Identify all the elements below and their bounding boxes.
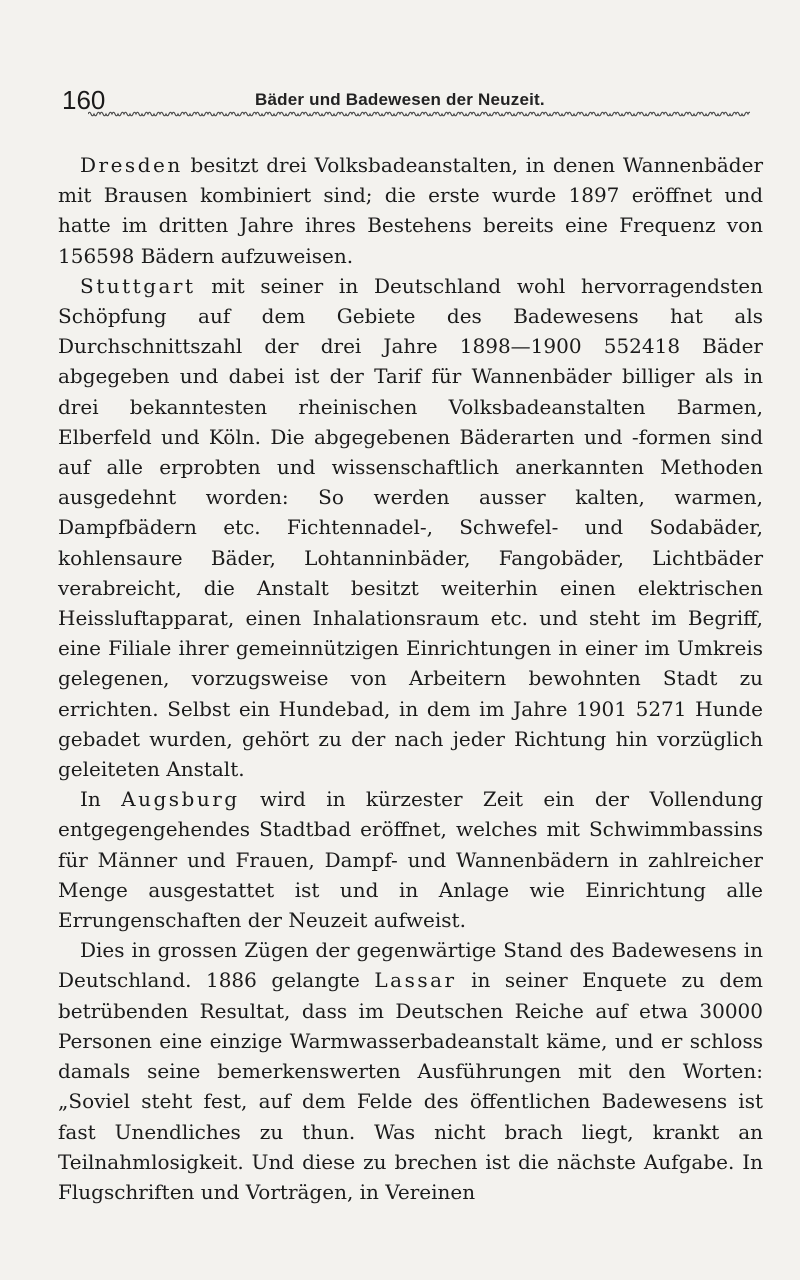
place-name-augsburg: Augsburg (121, 787, 240, 812)
paragraph-lead: In (80, 787, 122, 812)
person-name-lassar: Lassar (374, 968, 457, 993)
place-name-stuttgart: Stuttgart (80, 273, 196, 298)
paragraph-dresden (58, 150, 763, 271)
paragraph-augsburg (58, 784, 763, 935)
paragraph-text: wird in kürzester Zeit ein der Vollendung entgegengehendes Stadtbad eröffnet, welches mit Schwimmbassins für Männer und Frauen, Dampf- und Wannenbädern in zahlreicher Menge ausgestattet ist und in Anlage wie Einrichtung alle Errungenschaften der Neuzeit aufweist. (58, 787, 763, 933)
wavy-header-rule (88, 110, 750, 118)
running-head: Bäder und Badewesen der Neuzeit. (255, 90, 545, 109)
paragraph-text: in seiner Enquete zu dem betrübenden Resultat, dass im Deutschen Reiche auf etwa 30000 Personen eine einzige Warmwasserbadeanstalt käme, und er schloss damals seine bemerkenswerten Ausführungen mit den Worten: „Soviel steht fest, auf dem Felde des öffentlichen Badewesens ist fast Unendliches zu thun. Was nicht brach liegt, krankt an Teilnahmlosigkeit. Und diese zu brechen ist die nächste Aufgabe. In Flugschriften und Vorträgen, in Vereinen (58, 968, 764, 1204)
paragraph-text: besitzt drei Volksbadeanstalten, in denen Wannenbäder mit Brausen kombiniert sind; die erste wurde 1897 eröffnet und hatte im dritten Jahre ihres Bestehens bereits eine Frequenz von 156598 Bädern aufzuweisen. (58, 153, 763, 268)
body-text (58, 150, 763, 1207)
paragraph-text: Dies in grossen Zügen der gegenwärtige Stand des Badewesens in Deutschland. 1886 gelangte (58, 938, 763, 993)
paragraph-summary (58, 935, 763, 1207)
paragraph-stuttgart (58, 271, 763, 784)
place-name-dresden: Dresden (80, 153, 183, 177)
page-number: 160 (62, 85, 106, 115)
paragraph-text: mit seiner in Deutschland wohl hervorragendsten Schöpfung auf dem Gebiete des Badewesens hat als Durchschnittszahl der drei Jahre 1898—1900 552418 Bäder abgegeben und dabei ist der Tarif für Wannenbäder billiger als in drei bekanntesten rheinischen Volksbadeanstalten Barmen, Elberfeld und Köln. Die abgegebenen Bäderarten und -formen sind auf alle erprobten und wissenschaftlich anerkannten Methoden ausgedehnt worden: So werden ausser kalten, warmen, Dampfbädern etc. Fichtennadel-, Schwefel- und Sodabäder, kohlensaure Bäder, Lohtanninbäder, Fangobäder, Lichtbäder verabreicht, die Anstalt besitzt weiterhin einen elektrischen Heissluftapparat, einen Inhalationsraum etc. und steht im Begriff, eine Filiale ihrer gemeinnützigen Einrichtungen in einer im Umkreis gelegenen, vorzugsweise von Arbeitern bewohnten Stadt zu errichten. Selbst ein Hundebad, in dem im Jahre 1901 5271 Hunde gebadet wurden, gehört zu der nach jeder Richtung hin vorzüglich geleiteten Anstalt. (58, 273, 763, 782)
